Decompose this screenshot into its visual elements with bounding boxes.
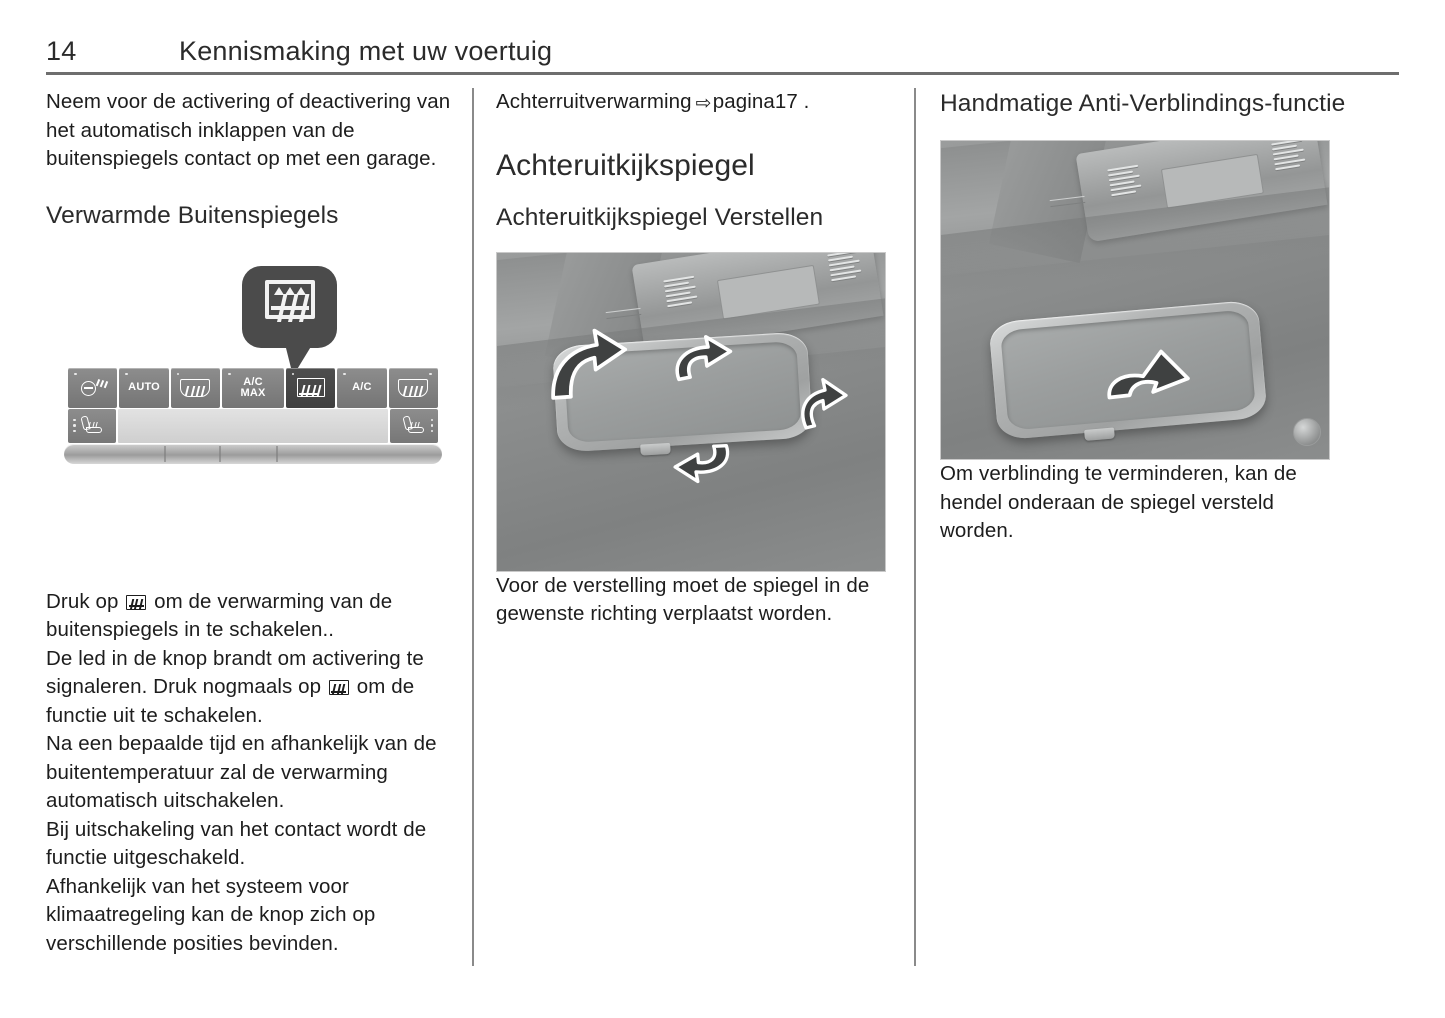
- led-indicator: [177, 373, 180, 376]
- button-ac-label: A/C: [352, 381, 372, 393]
- button-ac[interactable]: [337, 368, 386, 408]
- column-divider-2: [914, 88, 916, 966]
- panel-trim-strip: [64, 444, 442, 464]
- cross-reference: [496, 88, 902, 117]
- body-paragraph-4: Bij uitschakeling van het contact wordt de functie uitgeschakeld.: [46, 817, 427, 869]
- button-ac-max-label: A/C MAX: [240, 375, 266, 399]
- seat-heat-icon: [401, 416, 427, 435]
- console-grille: [827, 252, 865, 301]
- mirror-heat-icon: [265, 280, 315, 319]
- body-paragraph-1: [46, 588, 452, 645]
- rearview-mirror-adjust-photo: [496, 252, 886, 572]
- console-grille: [1107, 164, 1145, 215]
- body-text: om de verwarming van de buitenspiegels in te schakelen..: [46, 589, 393, 641]
- mirror-heat-icon: [329, 680, 349, 695]
- rearview-mirror: [552, 331, 813, 452]
- mirror-glass: [564, 340, 802, 442]
- heading-handmatige-anti-verblindingsfunctie: Handmatige Anti-Verblindings-functie: [940, 90, 1346, 117]
- button-ac-max[interactable]: [222, 368, 284, 408]
- header-rule: [46, 72, 1399, 75]
- seat-heat-icon: [79, 416, 105, 435]
- console-grille: [1271, 140, 1309, 189]
- button-auto[interactable]: [119, 368, 168, 408]
- page-title: Kennismaking met uw voertuig: [179, 36, 553, 66]
- page-number: 14: [46, 36, 77, 66]
- button-passenger-seat-heat[interactable]: [390, 409, 438, 443]
- button-steering-wheel-heat[interactable]: [68, 368, 117, 408]
- column-left: [46, 88, 452, 958]
- cross-reference-target[interactable]: pagina17 .: [712, 90, 810, 113]
- led-indicator-group: [73, 419, 76, 433]
- climate-control-figure: [46, 258, 452, 588]
- climate-display-blank: [118, 409, 388, 443]
- led-indicator: [343, 373, 346, 376]
- button-driver-seat-heat[interactable]: [68, 409, 116, 443]
- intro-paragraph: Neem voor de activering of deactivering van het automatisch inklappen van de buitenspiegels contact op met een garage.: [46, 90, 451, 170]
- cross-reference-label: Achterruitverwarming: [496, 90, 692, 113]
- cross-reference-arrow-icon: ⇨: [695, 93, 712, 114]
- climate-button-row: [68, 368, 438, 408]
- body-text: om de functie uit te schakelen.: [46, 675, 415, 727]
- subheading-achteruitkijkspiegel-verstellen: Achteruitkijkspiegel Verstellen: [496, 203, 824, 231]
- led-indicator: [292, 373, 295, 376]
- steering-wheel-heat-icon: [79, 379, 107, 397]
- console-grille: [663, 275, 701, 326]
- windshield-defrost-icon: [398, 379, 428, 397]
- mirror-heat-icon: [126, 595, 146, 610]
- body-paragraph-3: Na een bepaalde tijd en afhankelijk van de buitentemperatuur zal de verwarming automatisch uitschakelen.: [46, 732, 437, 812]
- body-text: Druk op: [46, 589, 119, 613]
- led-indicator: [74, 373, 77, 376]
- figure-caption-right: Om verblinding te verminderen, kan de hendel onderaan de spiegel versteld worden.: [940, 462, 1297, 542]
- manual-anti-glare-lever-photo: [940, 140, 1330, 460]
- body-text: De led in de knop brandt om activering te signaleren. Druk nogmaals op: [46, 646, 424, 698]
- button-auto-label: AUTO: [128, 381, 160, 393]
- led-indicator: [429, 373, 432, 376]
- button-windshield-defrost[interactable]: [389, 368, 438, 408]
- mirror-glass: [1000, 309, 1256, 430]
- mirror-heat-icon: [297, 378, 325, 397]
- body-paragraph-2: [46, 645, 452, 731]
- led-indicator: [125, 373, 128, 376]
- button-rear-window-defrost[interactable]: [171, 368, 220, 408]
- body-paragraph-5: Afhankelijk van het systeem voor klimaatregeling kan de knop zich op verschillende posities bevinden.: [46, 874, 376, 955]
- led-indicator: [228, 373, 231, 376]
- column-middle: [496, 88, 902, 629]
- led-indicator-group: [431, 419, 434, 433]
- figure-caption-middle: Voor de verstelling moet de spiegel in de gewenste richting verplaatst worden.: [496, 573, 870, 625]
- rearview-mirror: [988, 299, 1267, 440]
- column-right: [940, 88, 1346, 546]
- rear-defrost-icon: [180, 379, 210, 397]
- button-mirror-heat[interactable]: [286, 368, 335, 408]
- climate-panel: [68, 368, 438, 463]
- climate-bottom-row: [68, 409, 438, 443]
- heading-verwarmde-buitenspiegels: Verwarmde Buitenspiegels: [46, 201, 339, 229]
- column-divider-1: [472, 88, 474, 966]
- heading-achteruitkijkspiegel: Achteruitkijkspiegel: [496, 148, 755, 182]
- anti-glare-lever: [640, 442, 671, 455]
